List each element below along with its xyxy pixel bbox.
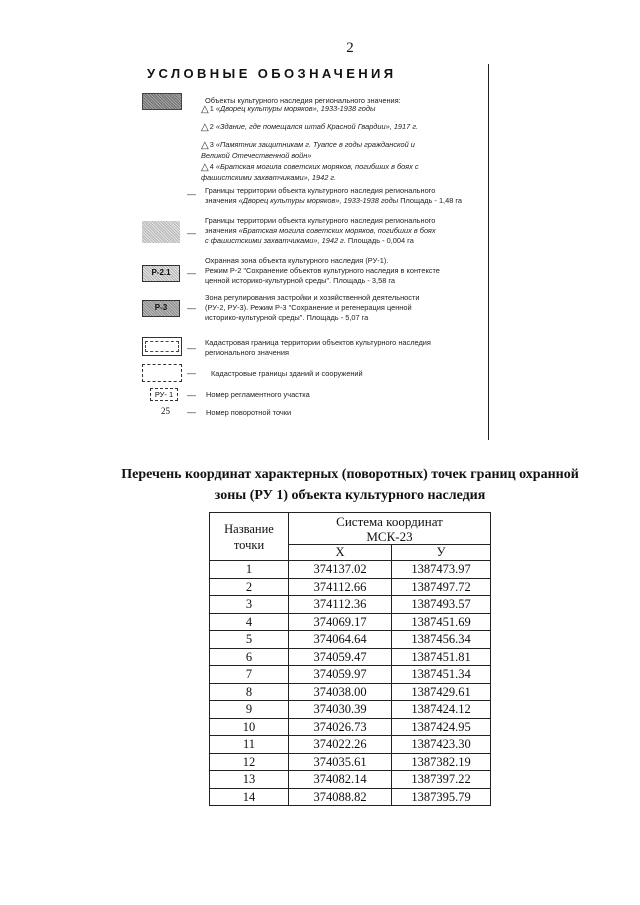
point-number-cell: 9 <box>210 701 289 719</box>
table-row <box>210 701 491 719</box>
zone-1-box-label: Р-2.1 <box>151 268 171 277</box>
plot-number-box-label: РУ- 1 <box>154 390 174 399</box>
y-coordinate-cell: 1387456.34 <box>392 631 491 649</box>
cadastral-heritage-swatch <box>142 337 182 356</box>
table-row <box>210 578 491 596</box>
point-number-cell: 4 <box>210 613 289 631</box>
coordinates-table <box>209 512 491 806</box>
legend-dash: — <box>187 368 196 378</box>
y-coordinate-cell: 1387451.69 <box>392 613 491 631</box>
x-coordinate-cell: 374137.02 <box>289 561 392 579</box>
coordinates-table-body <box>210 561 491 806</box>
point-number-cell: 13 <box>210 771 289 789</box>
point-number-cell: 2 <box>210 578 289 596</box>
table-row <box>210 753 491 771</box>
x-coordinate-cell: 374022.26 <box>289 736 392 754</box>
legend-dash: — <box>187 303 196 313</box>
point-number-cell: 14 <box>210 788 289 806</box>
y-coordinate-cell: 1387423.30 <box>392 736 491 754</box>
point-number-cell: 12 <box>210 753 289 771</box>
border-2-swatch <box>142 221 180 243</box>
col-x-header: X <box>289 545 392 561</box>
zone-2-swatch <box>142 300 180 317</box>
triangle-marker-icon: △ <box>201 140 209 151</box>
zone-1-text: Охранная зона объекта культурного наследия (РУ-1). Режим Р-2 "Сохранение объектов культурного наследия в контексте ценной историко-культурной среды". Площадь - 3,58 га <box>205 256 440 285</box>
y-coordinate-cell: 1387451.34 <box>392 666 491 684</box>
triangle-marker-icon: △ <box>201 104 209 115</box>
table-row <box>210 596 491 614</box>
table-row <box>210 666 491 684</box>
x-coordinate-cell: 374059.97 <box>289 666 392 684</box>
y-coordinate-cell: 1387397.22 <box>392 771 491 789</box>
border-2-text: Границы территории объекта культурного наследия регионального значения «Братская могила советских моряков, погибших в боях с фашистскими захватчиками», 1942 г. Площадь - 0,004 га <box>205 216 436 245</box>
cadastral-buildings-swatch <box>142 364 182 382</box>
zone-2-text: Зона регулирования застройки и хозяйственной деятельности (РУ-2, РУ-3). Режим Р-3 "Сохранение и регенерация ценной историко-культурной среды". Площадь - 5,07 га <box>205 293 420 322</box>
x-coordinate-cell: 374035.61 <box>289 753 392 771</box>
legend-dash: — <box>187 343 196 353</box>
legend-dash: — <box>187 407 196 417</box>
x-coordinate-cell: 374030.39 <box>289 701 392 719</box>
legend-title: УСЛОВНЫЕ ОБОЗНАЧЕНИЯ <box>147 66 397 81</box>
x-coordinate-cell: 374112.66 <box>289 578 392 596</box>
zone-1-swatch <box>142 265 180 282</box>
heritage-object-1: △1 «Дворец культуры моряков», 1933-1938 годы <box>201 104 376 115</box>
x-coordinate-cell: 374064.64 <box>289 631 392 649</box>
y-coordinate-cell: 1387451.81 <box>392 648 491 666</box>
turning-point-sample: 25 <box>161 406 170 416</box>
x-coordinate-cell: 374082.14 <box>289 771 392 789</box>
turning-point-text: Номер поворотной точки <box>206 408 292 417</box>
x-coordinate-cell: 374038.00 <box>289 683 392 701</box>
heritage-objects-swatch <box>142 93 182 110</box>
col-coordinate-system-header: Система координат МСК-23 <box>289 513 491 545</box>
y-coordinate-cell: 1387493.57 <box>392 596 491 614</box>
table-row <box>210 788 491 806</box>
point-number-cell: 8 <box>210 683 289 701</box>
x-coordinate-cell: 374059.47 <box>289 648 392 666</box>
plot-number-text: Номер регламентного участка <box>206 390 310 399</box>
y-coordinate-cell: 1387382.19 <box>392 753 491 771</box>
point-number-cell: 6 <box>210 648 289 666</box>
point-number-cell: 3 <box>210 596 289 614</box>
table-row <box>210 736 491 754</box>
table-row <box>210 561 491 579</box>
table-row <box>210 648 491 666</box>
page-number: 2 <box>346 40 354 56</box>
col-y-header: У <box>392 545 491 561</box>
triangle-marker-icon: △ <box>201 162 209 173</box>
table-row <box>210 718 491 736</box>
legend-dash: — <box>187 189 196 199</box>
heritage-object-2: △2 «Здание, где помещался штаб Красной Гвардии», 1917 г. <box>201 122 419 133</box>
zone-2-box-label: Р-3 <box>154 303 168 312</box>
cadastral-heritage-text: Кадастровая граница территории объектов культурного наследия регионального значения <box>205 338 431 357</box>
table-row <box>210 631 491 649</box>
legend-dash: — <box>187 390 196 400</box>
y-coordinate-cell: 1387473.97 <box>392 561 491 579</box>
table-row <box>210 771 491 789</box>
coordinate-list-title: Перечень координат характерных (поворотных) точек границ охранной зоны (РУ 1) объекта культурного наследия <box>121 467 579 503</box>
heritage-object-3: △3 «Памятник защитникам г. Туапсе в годы гражданской и Великой Отечественной войн» <box>201 140 415 160</box>
x-coordinate-cell: 374088.82 <box>289 788 392 806</box>
point-number-cell: 11 <box>210 736 289 754</box>
y-coordinate-cell: 1387424.95 <box>392 718 491 736</box>
border-1-text: Границы территории объекта культурного наследия регионального значения «Дворец культуры моряков», 1933-1938 годы Площадь - 1,48 га <box>205 186 463 205</box>
x-coordinate-cell: 374026.73 <box>289 718 392 736</box>
y-coordinate-cell: 1387424.12 <box>392 701 491 719</box>
heritage-object-4: △4 «Братская могила советских моряков, погибших в боях с фашистскими захватчиками», 1942 г. <box>201 162 419 182</box>
cadastral-buildings-text: Кадастровые границы зданий и сооружений <box>211 369 363 378</box>
y-coordinate-cell: 1387395.79 <box>392 788 491 806</box>
point-number-cell: 10 <box>210 718 289 736</box>
x-coordinate-cell: 374112.36 <box>289 596 392 614</box>
y-coordinate-cell: 1387497.72 <box>392 578 491 596</box>
point-number-cell: 5 <box>210 631 289 649</box>
table-row <box>210 613 491 631</box>
point-number-cell: 7 <box>210 666 289 684</box>
plot-number-swatch <box>150 388 178 401</box>
heritage-objects-heading: Объекты культурного наследия регионального значения: <box>205 96 401 105</box>
point-number-cell: 1 <box>210 561 289 579</box>
y-coordinate-cell: 1387429.61 <box>392 683 491 701</box>
legend-dash: — <box>187 268 196 278</box>
triangle-marker-icon: △ <box>201 122 209 133</box>
legend-dash: — <box>187 228 196 238</box>
legend-border-line <box>488 64 489 440</box>
col-point-name-header: Название точки <box>210 513 289 561</box>
x-coordinate-cell: 374069.17 <box>289 613 392 631</box>
table-row <box>210 683 491 701</box>
